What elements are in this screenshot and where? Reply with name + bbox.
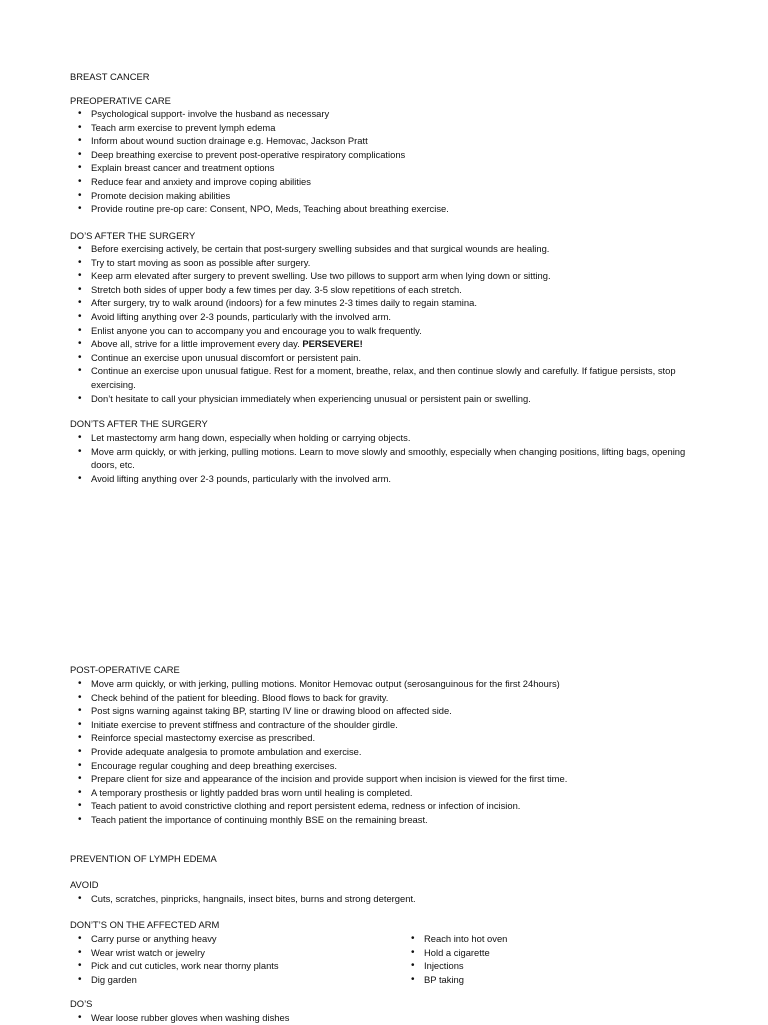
list-item: • Avoid lifting anything over 2-3 pounds, particularly with the involved arm. [78, 310, 688, 324]
list-item: • BP taking [411, 973, 661, 987]
list-item: • Teach patient to avoid constrictive clothing and report persistent edema, redness or infection of incision. [78, 799, 688, 813]
list-item: • Carry purse or anything heavy [78, 932, 398, 946]
list-item: • Hold a cigarette [411, 946, 661, 960]
list-item: • Continue an exercise upon unusual fatigue. Rest for a moment, breathe, relax, and then continue slowly and carefully. If fatigue persists, stop exercising. [78, 364, 688, 391]
list-item: • Enlist anyone you can to accompany you and encourage you to walk frequently. [78, 324, 688, 338]
list-item: • Dig garden [78, 973, 398, 987]
list-item: • Wear wrist watch or jewelry [78, 946, 398, 960]
list-item: • Cuts, scratches, pinpricks, hangnails, insect bites, burns and strong detergent. [78, 892, 688, 906]
list-item: • Move arm quickly, or with jerking, pulling motions. Learn to move slowly and smoothly, especially when changing positions, lifting bags, opening doors, etc. [78, 445, 688, 472]
list-item: • Initiate exercise to prevent stiffness and contracture of the shoulder girdle. [78, 718, 688, 732]
list-item: • Encourage regular coughing and deep breathing exercises. [78, 759, 688, 773]
list-item: • Stretch both sides of upper body a few times per day. 3-5 slow repetitions of each stretch. [78, 283, 688, 297]
list-item: • A temporary prosthesis or lightly padded bras worn until healing is completed. [78, 786, 688, 800]
list-item: • Don’t hesitate to call your physician immediately when experiencing unusual or persistent pain or swelling. [78, 392, 688, 406]
preop-list [78, 107, 688, 216]
list-item: • Injections [411, 959, 661, 973]
postop-list [78, 677, 688, 827]
list-item: • Explain breast cancer and treatment options [78, 161, 688, 175]
dos-heading: DO’S [70, 998, 93, 1009]
list-item: • Keep arm elevated after surgery to prevent swelling. Use two pillows to support arm when lying down or sitting. [78, 269, 688, 283]
donts-arm-right-list [411, 932, 661, 986]
list-item: • Pick and cut cuticles, work near thorny plants [78, 959, 398, 973]
preop-heading: PREOPERATIVE CARE [70, 95, 171, 106]
list-item: • Prepare client for size and appearance of the incision and provide support when incision is viewed for the first time. [78, 772, 688, 786]
postop-heading: POST-OPERATIVE CARE [70, 664, 180, 675]
list-item: • Continue an exercise upon unusual discomfort or persistent pain. [78, 351, 688, 365]
list-item: • Promote decision making abilities [78, 189, 688, 203]
donts-after-list [78, 431, 688, 485]
list-item: • Try to start moving as soon as possible after surgery. [78, 256, 688, 270]
list-item [78, 337, 688, 351]
document-title: BREAST CANCER [70, 71, 150, 82]
list-item: • Deep breathing exercise to prevent post-operative respiratory complications [78, 148, 688, 162]
list-item: • Reinforce special mastectomy exercise as prescribed. [78, 731, 688, 745]
list-item: • Post signs warning against taking BP, starting IV line or drawing blood on affected side. [78, 704, 688, 718]
dos-list [78, 1011, 688, 1025]
list-item: • Inform about wound suction drainage e.g. Hemovac, Jackson Pratt [78, 134, 688, 148]
list-item: • After surgery, try to walk around (indoors) for a few minutes 2-3 times daily to regain stamina. [78, 296, 688, 310]
list-item-text: Above all, strive for a little improvement every day. [91, 338, 300, 350]
list-item: • Teach arm exercise to prevent lymph edema [78, 121, 688, 135]
dos-after-heading: DO’S AFTER THE SURGERY [70, 230, 196, 241]
list-item: • Check behind of the patient for bleeding. Blood flows to back for gravity. [78, 691, 688, 705]
list-item: • Avoid lifting anything over 2-3 pounds, particularly with the involved arm. [78, 472, 688, 486]
list-item: • Provide routine pre-op care: Consent, NPO, Meds, Teaching about breathing exercise. [78, 202, 688, 216]
list-item: • Teach patient the importance of continuing monthly BSE on the remaining breast. [78, 813, 688, 827]
donts-arm-heading: DON’T’S ON THE AFFECTED ARM [70, 919, 220, 930]
list-item: • Reach into hot oven [411, 932, 661, 946]
list-item: • Psychological support- involve the husband as necessary [78, 107, 688, 121]
donts-arm-left-list [78, 932, 398, 986]
list-item: • Move arm quickly, or with jerking, pulling motions. Monitor Hemovac output (serosanguinous for the first 24hours) [78, 677, 688, 691]
list-item: • Provide adequate analgesia to promote ambulation and exercise. [78, 745, 688, 759]
list-item: • Before exercising actively, be certain that post-surgery swelling subsides and that surgical wounds are healing. [78, 242, 688, 256]
list-item: • Let mastectomy arm hang down, especially when holding or carrying objects. [78, 431, 688, 445]
list-item: • Reduce fear and anxiety and improve coping abilities [78, 175, 688, 189]
avoid-heading: AVOID [70, 879, 99, 890]
persevere-emphasis: PERSEVERE! [302, 338, 363, 350]
prevention-heading: PREVENTION OF LYMPH EDEMA [70, 853, 217, 864]
donts-after-heading: DON’TS AFTER THE SURGERY [70, 418, 208, 429]
avoid-list [78, 892, 688, 906]
list-item: • Wear loose rubber gloves when washing dishes [78, 1011, 688, 1025]
dos-after-list [78, 242, 688, 405]
